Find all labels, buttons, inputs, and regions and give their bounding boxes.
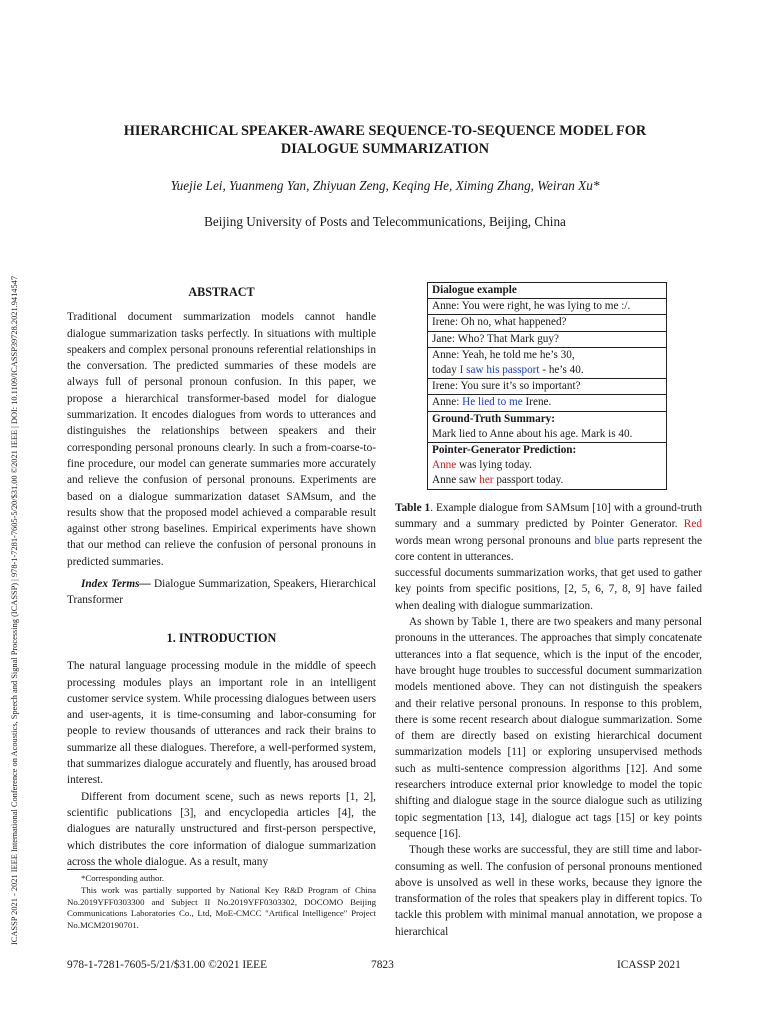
ground-truth-text: Mark lied to Anne about his age. Mark is 40. xyxy=(432,427,633,440)
body-paragraph-2: As shown by Table 1, there are two speakers and many personal pronouns in the utterances. The approaches that simply concatenate utterances into a flat sequence, which is the input of the encoder, have brought huge troubles to successful document summarization models mentioned above. They can not distinguish the speakers and their relative personal pronouns. In response to this problem, there is some recent research about dialogue summarization. Some of them are directly based on existing hierarchical document summarization models [11] or exploring unsupervised methods such as multi-sentence compression algorithms [12]. And some researchers introduce external prior knowledge to model the topic shifting and dialogue stage in the source dialogue such as utilizing topic segmentation [13, 14], dialogue act tags [15] or key points sequence [16]. xyxy=(395,616,702,840)
footnote-corresponding: *Corresponding author. xyxy=(81,873,165,883)
right-column-text xyxy=(395,500,702,940)
index-terms xyxy=(67,576,376,609)
table-row xyxy=(428,347,667,378)
index-terms-label: Index Terms— xyxy=(81,578,151,591)
affiliation: Beijing University of Posts and Telecommunications, Beijing, China xyxy=(204,214,566,229)
abstract-heading: ABSTRACT xyxy=(188,285,255,299)
table-header-pointer-generator: Pointer-Generator Prediction: xyxy=(432,444,577,457)
table-pg-cell xyxy=(428,443,667,490)
doi-sidebar xyxy=(4,95,28,945)
table-caption: Table 1. Example dialogue from SAMsum [10] with a ground-truth summary and a summary predicted by Pointer Generator. Red words mean wrong personal pronouns and blue parts represent the core content in utterances. xyxy=(395,502,702,563)
intro-paragraph-2: Different from document scene, such as news reports [1, 2], scientific publications [3], and encyclopedia articles [4], the dialogues are naturally unstructured and first-person perspective, which distributes the core information of dialogue summarization across the whole dialogue. As a result, many xyxy=(67,790,376,868)
wrong-pronoun-highlight: Anne xyxy=(432,459,457,472)
table-row: Anne: You were right, he was lying to me :/. xyxy=(428,299,667,315)
title-line-2: DIALOGUE SUMMARIZATION xyxy=(280,141,490,157)
prediction-line: Anne was lying today. xyxy=(432,459,532,472)
footer-conference: ICASSP 2021 xyxy=(617,959,681,971)
prediction-line: Anne saw her passport today. xyxy=(432,474,564,487)
footnote-rule xyxy=(67,869,157,870)
body-paragraph-3: Though these works are successful, they are still time and labor-consuming as well. The confusion of personal pronouns mentioned above is unsolved as well in these works, because they ignore the transformation of the roles that speakers play in different topics. To tackle this problem with minimal manual annotation, we propose a hierarchical xyxy=(395,844,702,938)
dialogue-example-table xyxy=(427,282,667,490)
table-row: Irene: You sure it’s so important? xyxy=(428,379,667,395)
caption-blue-word: blue xyxy=(594,534,614,547)
title-line-1: HIERARCHICAL SPEAKER-AWARE SEQUENCE-TO-SEQUENCE MODEL FOR xyxy=(123,123,647,139)
abstract-text: Traditional document summarization models cannot handle dialogue summarization tasks perfectly. In situations with multiple speakers and complex personal pronouns referential relationships in the conversation. The predicted summaries of these models are always full of personal pronoun confusion. In this paper, we propose a hierarchical transformer-based model for dialogue summarization. It encodes dialogues from words to utterances and distinguishes the relationships between speakers and their corresponding personal pronouns clearly. In such a from-coarse-to-fine procedure, our model can generate summaries more accurately and relieve the confusion of personal pronouns. Experiments are based on a dialogue summarization dataset SAMsum, and the results show that the proposed model achieved a comparable result against other strong baselines. Empirical experiments have shown that our method can relieve the confusion of personal pronouns in predicted summaries. xyxy=(67,311,376,568)
sidebar-text: ICASSP 2021 - 2021 IEEE International Conference on Acoustics, Speech and Signal Processing (ICASSP) | 978-1-7281-7605-5/20/$31.00 ©2021 IEEE | DOI: 10.1109/ICASSP39728.2021.9414547 xyxy=(10,275,19,945)
table-row-line: Anne: Yeah, he told me he’s 30, xyxy=(432,348,575,361)
table-header-ground-truth: Ground-Truth Summary: xyxy=(432,412,555,425)
core-content-highlight: I saw his passport xyxy=(459,364,540,377)
intro-heading: 1. INTRODUCTION xyxy=(166,631,277,645)
intro-paragraph-1: The natural language processing module in the middle of speech processing modules plays an important role in an intelligent customer service system. While processing dialogues between users and user-agents, it is time-consuming and labor-consuming for people to review thousands of utterances and rack their brains to summarize all these dialogues. Therefore, a well-performed system, that summarizes dialogue accurately and fluently, has aroused broad interest. xyxy=(67,660,376,787)
caption-label: Table 1 xyxy=(395,502,431,514)
core-content-highlight: He lied to me xyxy=(462,396,523,409)
author-list: Yuejie Lei, Yuanmeng Yan, Zhiyuan Zeng, Keqing He, Ximing Zhang, Weiran Xu* xyxy=(170,178,600,193)
table-gt-cell xyxy=(428,411,667,442)
body-paragraph-1: successful documents summarization works, that get used to gather key points from specific positions, [2, 5, 6, 7, 8, 9] have failed when dealing with dialogue summarization. xyxy=(395,567,702,612)
footer-isbn: 978-1-7281-7605-5/21/$31.00 ©2021 IEEE xyxy=(67,959,268,971)
footnotes xyxy=(67,873,376,932)
caption-red-word: Red xyxy=(683,518,702,531)
footnote-funding: This work was partially supported by National Key R&D Program of China No.2019YFF0303300 and Subject II No.2019YFF0303302, DOCOMO Beijing Communications Laboratories Co., Ltd, MoE-CMCC "Artifical Intelligence" Project No.MCM20190701. xyxy=(67,884,376,931)
table-row: Jane: Who? That Mark guy? xyxy=(428,331,667,347)
introduction-section xyxy=(67,630,376,870)
abstract-section xyxy=(67,284,376,609)
table-row-line: today I saw his passport - he’s 40. xyxy=(432,364,584,377)
paper-title xyxy=(60,122,710,158)
table-row: Irene: Oh no, what happened? xyxy=(428,315,667,331)
wrong-pronoun-highlight: her xyxy=(479,474,494,487)
page-number: 7823 xyxy=(371,959,394,971)
index-terms-text: Dialogue Summarization, Speakers, Hierarchical Transformer xyxy=(67,578,376,607)
table-row: Anne: He lied to me Irene. xyxy=(428,395,667,411)
table-header-dialogue: Dialogue example xyxy=(428,283,667,299)
